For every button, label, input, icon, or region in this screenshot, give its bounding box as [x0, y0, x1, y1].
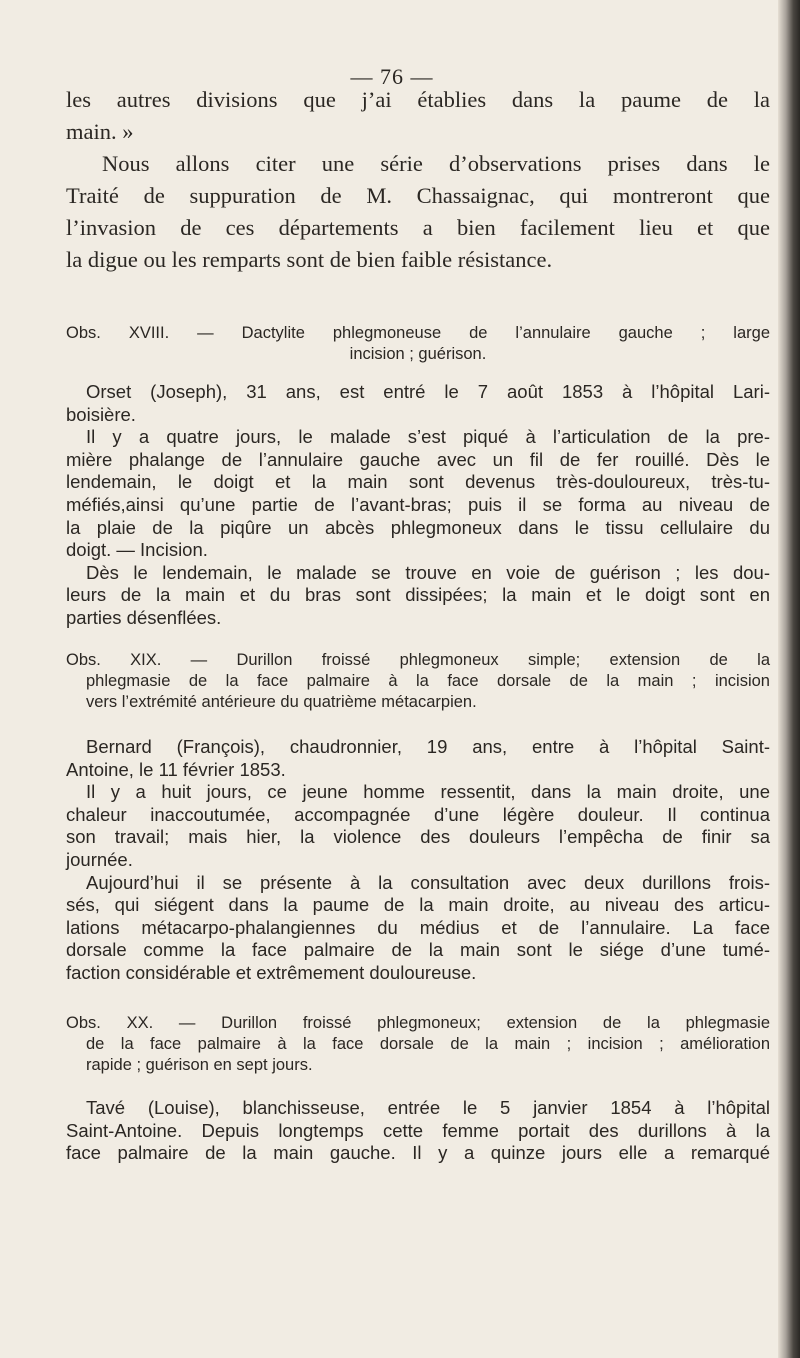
text-line: faction considérable et extrêmement douloureuse.: [66, 961, 477, 983]
intro-paragraph: [66, 84, 770, 276]
text-line: la plaie de la piqûre un abcès phlegmoneux dans le tissu cellulaire du: [66, 516, 770, 538]
page-number: — 76 —: [350, 64, 434, 89]
text-line: les autres divisions que j’ai établies dans la paume de la: [66, 87, 770, 112]
text-line: boisière.: [66, 403, 136, 425]
text-line: la digue ou les remparts sont de bien faible résistance.: [66, 247, 553, 272]
heading-line: phlegmasie de la face palmaire à la face dorsale de la main ; incision: [86, 672, 770, 690]
text-line: Saint-Antoine. Depuis longtemps cette femme portait des durillons à la: [66, 1119, 770, 1141]
heading-line: Obs. XX. — Durillon froissé phlegmoneux; extension de la phlegmasie: [66, 1014, 770, 1032]
text-line: lendemain, le doigt et la main sont devenus très-douloureux, très-tu-: [66, 471, 770, 493]
heading-line: rapide ; guérison en sept jours.: [86, 1056, 313, 1074]
heading-line: Obs. XIX. — Durillon froissé phlegmoneux simple; extension de la: [66, 651, 770, 669]
text-line: main. »: [66, 119, 134, 144]
text-line: Nous allons citer une série d’observations prises dans le: [102, 151, 770, 176]
observation-18-body: [66, 381, 770, 630]
heading-line: de la face palmaire à la face dorsale de la main ; incision ; amélioration: [86, 1035, 770, 1053]
text-line: journée.: [66, 848, 133, 870]
page-binding-edge: [778, 0, 800, 1358]
observation-20-heading: [66, 1013, 770, 1076]
text-line: leurs de la main et du bras sont dissipées; la main et le doigt sont en: [66, 584, 770, 606]
text-line: Il y a huit jours, ce jeune homme ressentit, dans la main droite, une: [86, 781, 770, 803]
text-line: son travail; mais hier, la violence des douleurs l’empêcha de finir sa: [66, 826, 770, 848]
observation-19-heading: [66, 650, 770, 713]
text-line: Aujourd’hui il se présente à la consultation avec deux durillons frois-: [86, 871, 770, 893]
heading-line: incision ; guérison.: [349, 345, 487, 363]
observation-19-body: [66, 736, 770, 985]
heading-line: vers l’extrémité antérieure du quatrième métacarpien.: [86, 693, 477, 711]
text-line: Traité de suppuration de M. Chassaignac, qui montreront que: [66, 183, 770, 208]
text-line: Bernard (François), chaudronnier, 19 ans, entre à l’hôpital Saint-: [86, 736, 770, 757]
text-line: doigt. — Incision.: [66, 539, 208, 561]
heading-line: Obs. XVIII. — Dactylite phlegmoneuse de l’annulaire gauche ; large: [66, 324, 770, 342]
text-line: l’invasion de ces départements a bien facilement lieu et que: [66, 215, 770, 240]
text-line: mière phalange de l’annulaire gauche avec un fil de fer rouillé. Dès le: [66, 448, 770, 470]
text-line: chaleur inaccoutumée, accompagnée d’une légère douleur. Il continua: [66, 803, 770, 825]
text-line: Dès le lendemain, le malade se trouve en voie de guérison ; les dou-: [86, 561, 770, 583]
text-line: lations métacarpo-phalangiennes du médius et de l’annulaire. La face: [66, 916, 770, 938]
text-line: Tavé (Louise), blanchisseuse, entrée le 5 janvier 1854 à l’hôpital: [86, 1097, 770, 1118]
text-line: face palmaire de la main gauche. Il y a quinze jours elle a remarqué: [66, 1142, 770, 1164]
text-line: Antoine, le 11 février 1853.: [66, 758, 286, 780]
text-line: Il y a quatre jours, le malade s’est piqué à l’articulation de la pre-: [86, 426, 770, 448]
text-line: Orset (Joseph), 31 ans, est entré le 7 août 1853 à l’hôpital Lari-: [86, 381, 770, 402]
text-line: dorsale comme la face palmaire de la main sont le siége d’une tumé-: [66, 939, 770, 961]
observation-20-body: [66, 1097, 770, 1165]
text-line: parties désenflées.: [66, 606, 222, 628]
observation-18-heading: [66, 323, 770, 365]
text-line: méfiés,ainsi qu’une partie de l’avant-bras; puis il se forma au niveau de: [66, 493, 770, 515]
text-line: sés, qui siégent dans la paume de la main droite, au niveau des articu-: [66, 894, 770, 916]
